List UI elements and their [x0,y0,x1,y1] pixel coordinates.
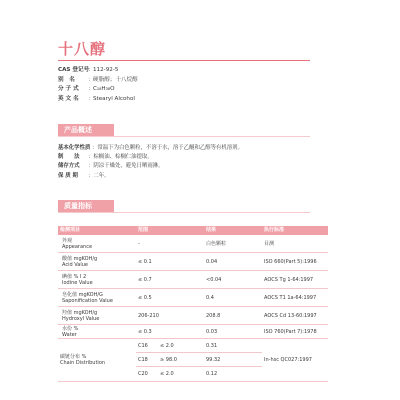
quality-table [58,226,328,382]
table-row [58,289,328,307]
overview-value: 常温下为白色颗粒，不溶于水，溶于乙醚和乙醇等有机溶剂。 [97,145,243,151]
item-cn: 羟值 mgKOH/g [62,309,98,316]
range-cell: - [138,240,140,247]
info-value: 112-92-5 [93,67,119,73]
product-info [58,66,318,104]
chain-label: C16 [138,342,148,349]
item-en: Appearance [62,243,93,250]
item-cn: 外观 [62,237,73,244]
overview-key: 储存方式 [58,163,80,170]
item-cn: 碘值 % I 2 [62,273,87,280]
table-header [58,226,328,235]
item-en: Hydroxyl Value [62,315,100,322]
item-cn: 酸值 mgKOH/g [62,255,98,262]
standard-cell: In-hsc QC027:1997 [264,357,312,363]
item-en: Saponification Value [62,297,113,304]
result-cell: 白色颗粒 [206,241,227,247]
table-row [58,325,328,339]
table-row [58,235,328,253]
chain-subrow [136,367,262,381]
info-value: C₁₈H₃₈O [93,86,115,93]
item-cn: 碳链分布 % [60,354,87,360]
overview-row: 保 质 期 ： 二年。 [58,172,318,181]
overview-value: 棕榈油、棕榈仁油提取。 [93,154,153,161]
chain-distribution-row [58,339,328,382]
standard-cell: 目测 [264,241,275,247]
range-cell: ≤ 0.7 [138,276,152,283]
title-divider [58,60,310,61]
item-en: Chain Distribution [60,360,106,366]
overview-row: 储存方式 ： 阴凉干燥处，避免日晒雨淋。 [58,162,318,171]
header-item: 检测项目 [60,227,81,233]
overview-key: 基本化学性质 [58,145,91,151]
range-cell: ≤ 2.0 [160,342,174,349]
info-key: 别 名 [58,76,75,83]
result-cell: <0.04 [206,276,222,283]
result-cell: 0.12 [206,371,218,377]
info-row-cas: CAS 登记号 ： 112-92-5 [58,66,318,76]
chain-label: C18 [138,356,148,363]
overview-value: 二年。 [93,172,110,179]
overview-value: 阴凉干燥处，避免日晒雨淋。 [93,163,164,170]
header-range: 范围 [138,227,149,233]
result-cell: 0.31 [206,342,218,349]
quality-heading: 质量指标 [58,200,114,213]
overview-row: 基本化学性质 ： 常温下为白色颗粒，不溶于水，溶于乙醚和乙醇等有机溶剂。 [58,144,318,153]
chain-subrow [136,353,262,367]
range-cell: ≤ 2.0 [160,371,174,377]
result-cell: 99.32 [206,356,221,363]
standard-cell: AOCS Tg 1-64:1997 [264,276,314,283]
item-cn: 水份 % [62,325,79,332]
item-en: Iodine Value [62,279,93,286]
item-cn: 皂化值 mgKOH/G [62,291,103,298]
range-cell: 206-210 [138,312,159,319]
info-row-english-name: 英 文 名 ： Stearyl Alcohol [58,95,318,105]
quality-divider [58,212,310,213]
overview-section [58,144,318,181]
table-row [58,271,328,289]
result-cell: 0.04 [206,258,218,265]
chain-subrow [136,339,262,353]
table-row [58,307,328,325]
chain-subrows [136,339,262,381]
info-key: 英 文 名 [58,95,79,102]
standard-cell: AOCS Cd 13-60:1997 [264,312,317,319]
standard-cell: ISO 660(Part 5):1996 [264,258,317,265]
result-cell: 208.8 [206,312,221,319]
info-row-formula: 分 子 式 ： C₁₈H₃₈O [58,85,318,95]
range-cell: ≥ 98.0 [160,356,177,363]
overview-key: 制 法 [58,154,80,161]
item-en: Acid Value [62,261,88,268]
range-cell: ≤ 0.1 [138,258,152,265]
info-value: 硬脂醇；十八烷醇 [93,76,138,83]
info-value: Stearyl Alcohol [93,95,135,102]
header-standard: 执行标准 [264,227,285,233]
item-en: Water [62,331,77,338]
info-key: 分 子 式 [58,86,79,93]
header-result: 结果 [206,227,217,233]
info-key: CAS 登记号 [58,67,90,73]
overview-heading: 产品概述 [58,124,114,137]
overview-divider [58,136,310,137]
chain-label: C20 [138,371,148,377]
overview-row: 制 法 ： 棕榈油、棕榈仁油提取。 [58,153,318,162]
standard-cell: ISO 760(Part 7):1978 [264,328,317,335]
table-row [58,253,328,271]
overview-key: 保 质 期 [58,172,78,179]
range-cell: ≤ 0.5 [138,294,152,301]
page-title: 十八醇 [58,40,107,58]
info-row-alias: 别 名 ： 硬脂醇；十八烷醇 [58,76,318,86]
result-cell: 0.03 [206,328,218,335]
result-cell: 0.4 [206,294,214,301]
standard-cell: AOCS T1 1a-64:1997 [264,294,317,301]
range-cell: ≤ 0.3 [138,328,152,335]
